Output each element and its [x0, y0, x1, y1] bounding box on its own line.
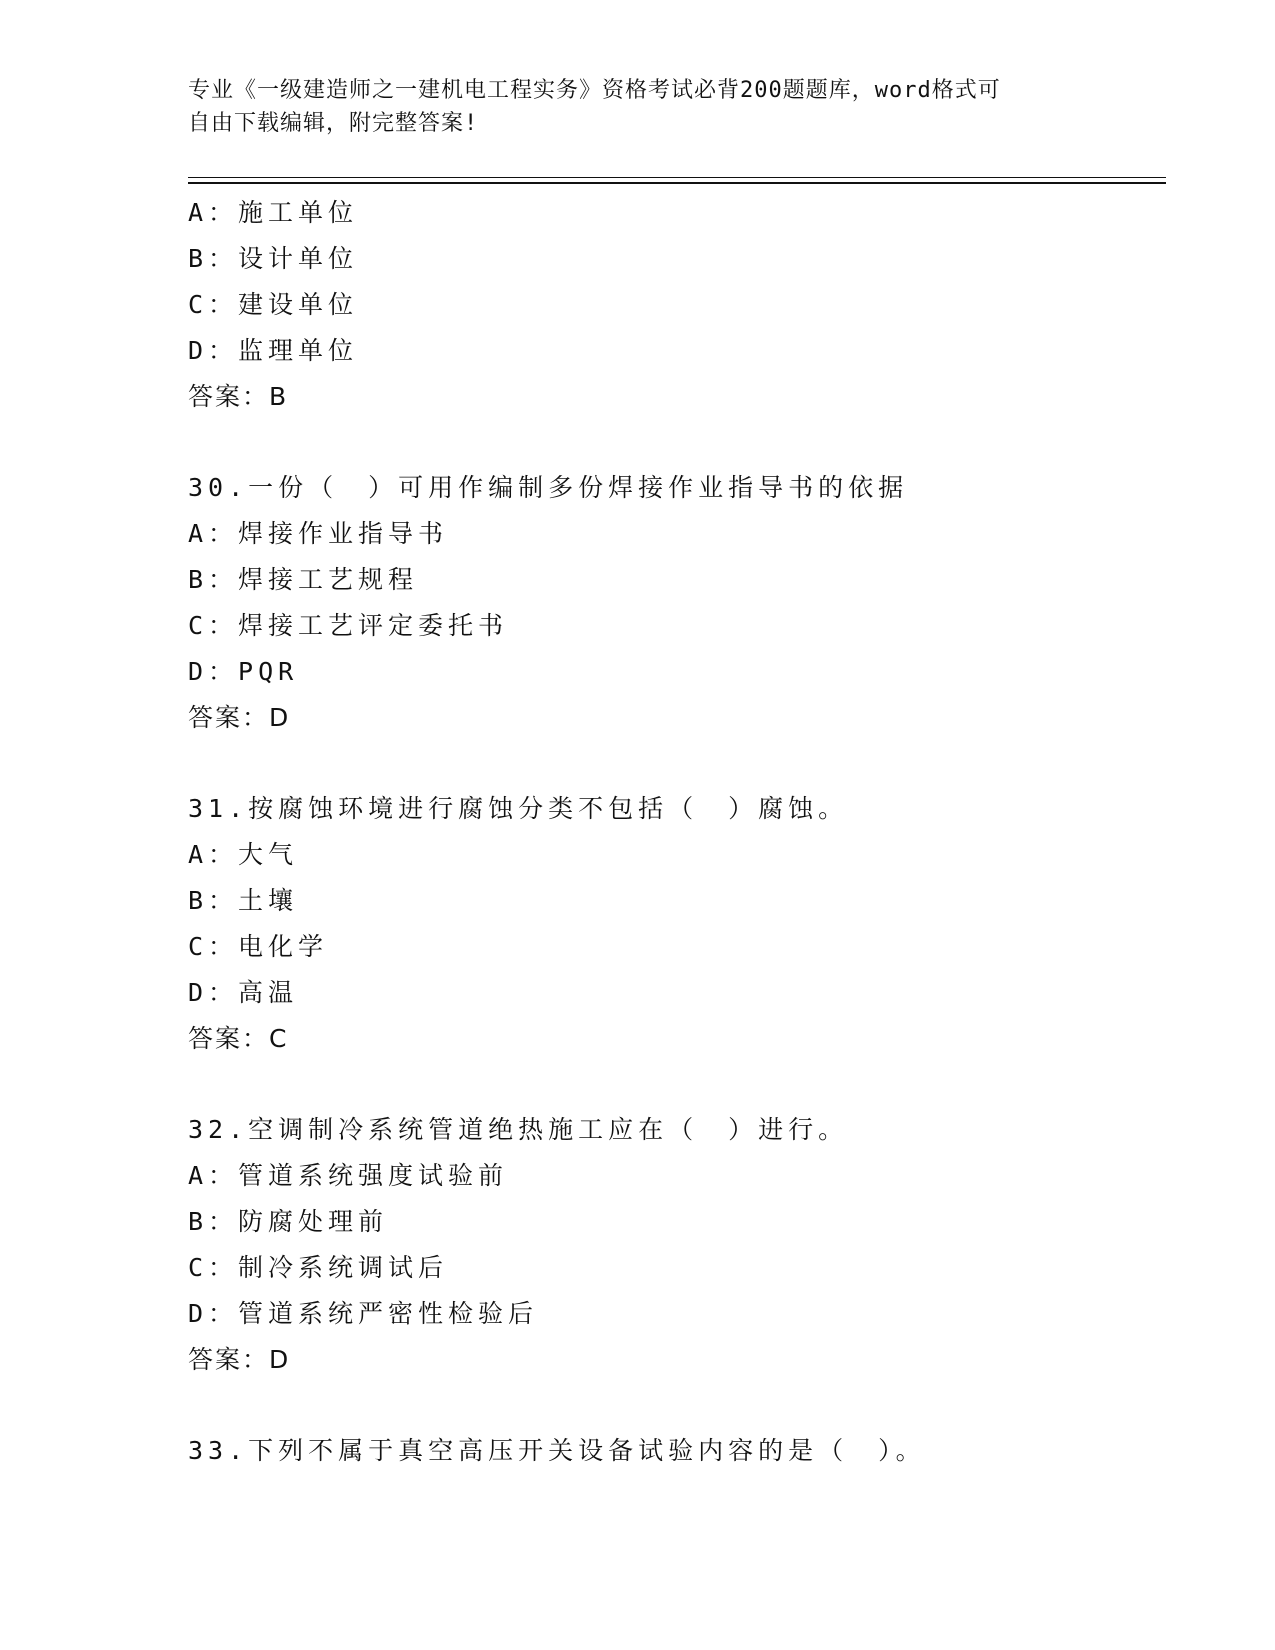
option-d: D：管道系统严密性检验后 [188, 1299, 539, 1328]
option-d: D：高温 [188, 978, 299, 1007]
option-d: D：PQR [188, 657, 299, 686]
option-a: A：大气 [188, 840, 299, 869]
answer: 答案：D [188, 1345, 291, 1374]
option-a: A：施工单位 [188, 198, 359, 227]
question-33 [188, 1428, 1166, 1474]
option-b: B：土壤 [188, 886, 299, 915]
option-b: B：焊接工艺规程 [188, 565, 419, 594]
header-line-2: 自由下载编辑，附完整答案! [188, 111, 479, 136]
header-divider-thin [188, 177, 1166, 178]
document-header [188, 74, 1088, 140]
question-stem: 31.按腐蚀环境进行腐蚀分类不包括（ ）腐蚀。 [188, 794, 849, 823]
option-d: D：监理单位 [188, 336, 359, 365]
option-b: B：设计单位 [188, 244, 359, 273]
option-b: B：防腐处理前 [188, 1207, 389, 1236]
option-a: A：焊接作业指导书 [188, 519, 449, 548]
question-list [188, 190, 1166, 1474]
question-stem: 30.一份（ ）可用作编制多份焊接作业指导书的依据 [188, 473, 909, 502]
header-line-1: 专业《一级建造师之一建机电工程实务》资格考试必背200题题库，word格式可 [188, 78, 1001, 103]
header-divider-thick [188, 182, 1166, 184]
option-c: C：焊接工艺评定委托书 [188, 611, 509, 640]
question-30 [188, 465, 1166, 741]
option-c: C：电化学 [188, 932, 329, 961]
question-32 [188, 1107, 1166, 1383]
option-c: C：制冷系统调试后 [188, 1253, 449, 1282]
question-31 [188, 786, 1166, 1062]
answer: 答案：D [188, 703, 291, 732]
option-a: A：管道系统强度试验前 [188, 1161, 509, 1190]
question-stem: 32.空调制冷系统管道绝热施工应在（ ）进行。 [188, 1115, 849, 1144]
answer: 答案：B [188, 382, 289, 411]
question-stem: 33.下列不属于真空高压开关设备试验内容的是（ ）。 [188, 1436, 926, 1465]
question-29-partial [188, 190, 1166, 420]
answer: 答案：C [188, 1024, 289, 1053]
option-c: C：建设单位 [188, 290, 359, 319]
